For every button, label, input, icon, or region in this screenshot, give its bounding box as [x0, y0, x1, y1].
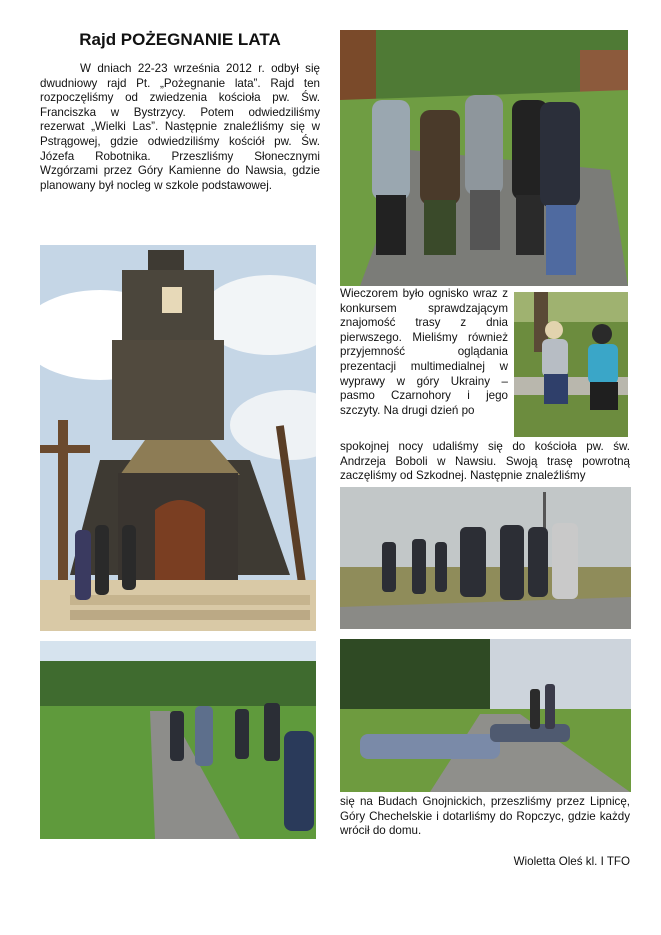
evening-paragraph: Wieczorem było ognisko wraz z konkursem sprawdzającym znajomość trasy z dnia pierwszego. Mieliśmy również przyjemność oglądania prezentacji multimedialnej w wyprawy w góry Ukrainy – pasmo Czarnohory i jego szczyty. Na drugi dzień po [340, 287, 508, 417]
evening-paragraph-continued: spokojnej nocy udaliśmy się do kościoła pw. św. Andrzeja Boboli w Nawsiu. Swoją trasę powrotną zaczęliśmy od Szkodnej. Następnie znaleźliśmy [340, 440, 630, 483]
article-title: Rajd POŻEGNANIE LATA [79, 30, 281, 49]
photo-group-resting [340, 639, 631, 792]
photo-girls-sitting [514, 292, 628, 437]
photo-group-field-road [340, 487, 631, 629]
closing-paragraph: się na Budach Gnojnickich, przeszliśmy przez Lipnicę, Góry Chechelskie i dotarliśmy do Ropczyc, gdzie każdy wrócił do domu. [340, 795, 630, 838]
photo-group-walking [340, 30, 628, 286]
intro-paragraph: W dniach 22-23 września 2012 r. odbył się dwudniowy rajd Pt. „Pożegnanie lata”. Rajd ten rozpoczęliśmy od zwiedzenia kościoła pw. Św. Franciszka w Bystrzycy. Potem odwiedziliśmy rezerwat „Wielki Las”. Następnie znaleźliśmy się w Pstrągowej, gdzie odwiedziliśmy kościół pw. Św. Józefa Robotnika. Przeszliśmy Słonecznymi Wzgórzami przez Góry Kamienne do Nawsia, gdzie planowany był nocleg w szkole podstawowej. [40, 62, 320, 192]
photo-narrow-path [40, 641, 316, 839]
author-signature: Wioletta Oleś kl. I TFO [513, 855, 630, 868]
photo-wooden-church [40, 245, 316, 631]
